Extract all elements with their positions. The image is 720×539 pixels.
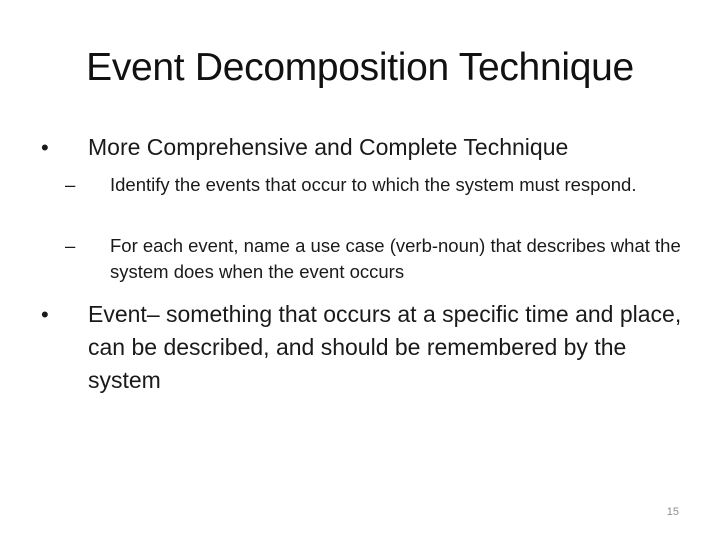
sub-bullet-marker: – [65,174,76,195]
slide-title: Event Decomposition Technique [86,46,634,89]
bullet-marker: • [41,302,49,327]
sub-bullet-text: Identify the events that occur to which the system must respond. [110,174,637,195]
sub-bullet-marker: – [65,235,76,256]
page-number: 15 [666,506,679,518]
bullet-text: More Comprehensive and Complete Technique [88,134,569,160]
sub-bullet-item [65,233,690,285]
bullet-item [41,131,688,164]
bullet-marker: • [41,135,49,160]
bullet-text: Event– something that occurs at a specific time and place, can be described, and should be remembered by the system [88,301,682,393]
sub-bullet-item [65,172,690,198]
bullet-item [41,298,688,397]
sub-bullet-text: For each event, name a use case (verb-noun) that describes what the system does when the event occurs [110,235,681,282]
